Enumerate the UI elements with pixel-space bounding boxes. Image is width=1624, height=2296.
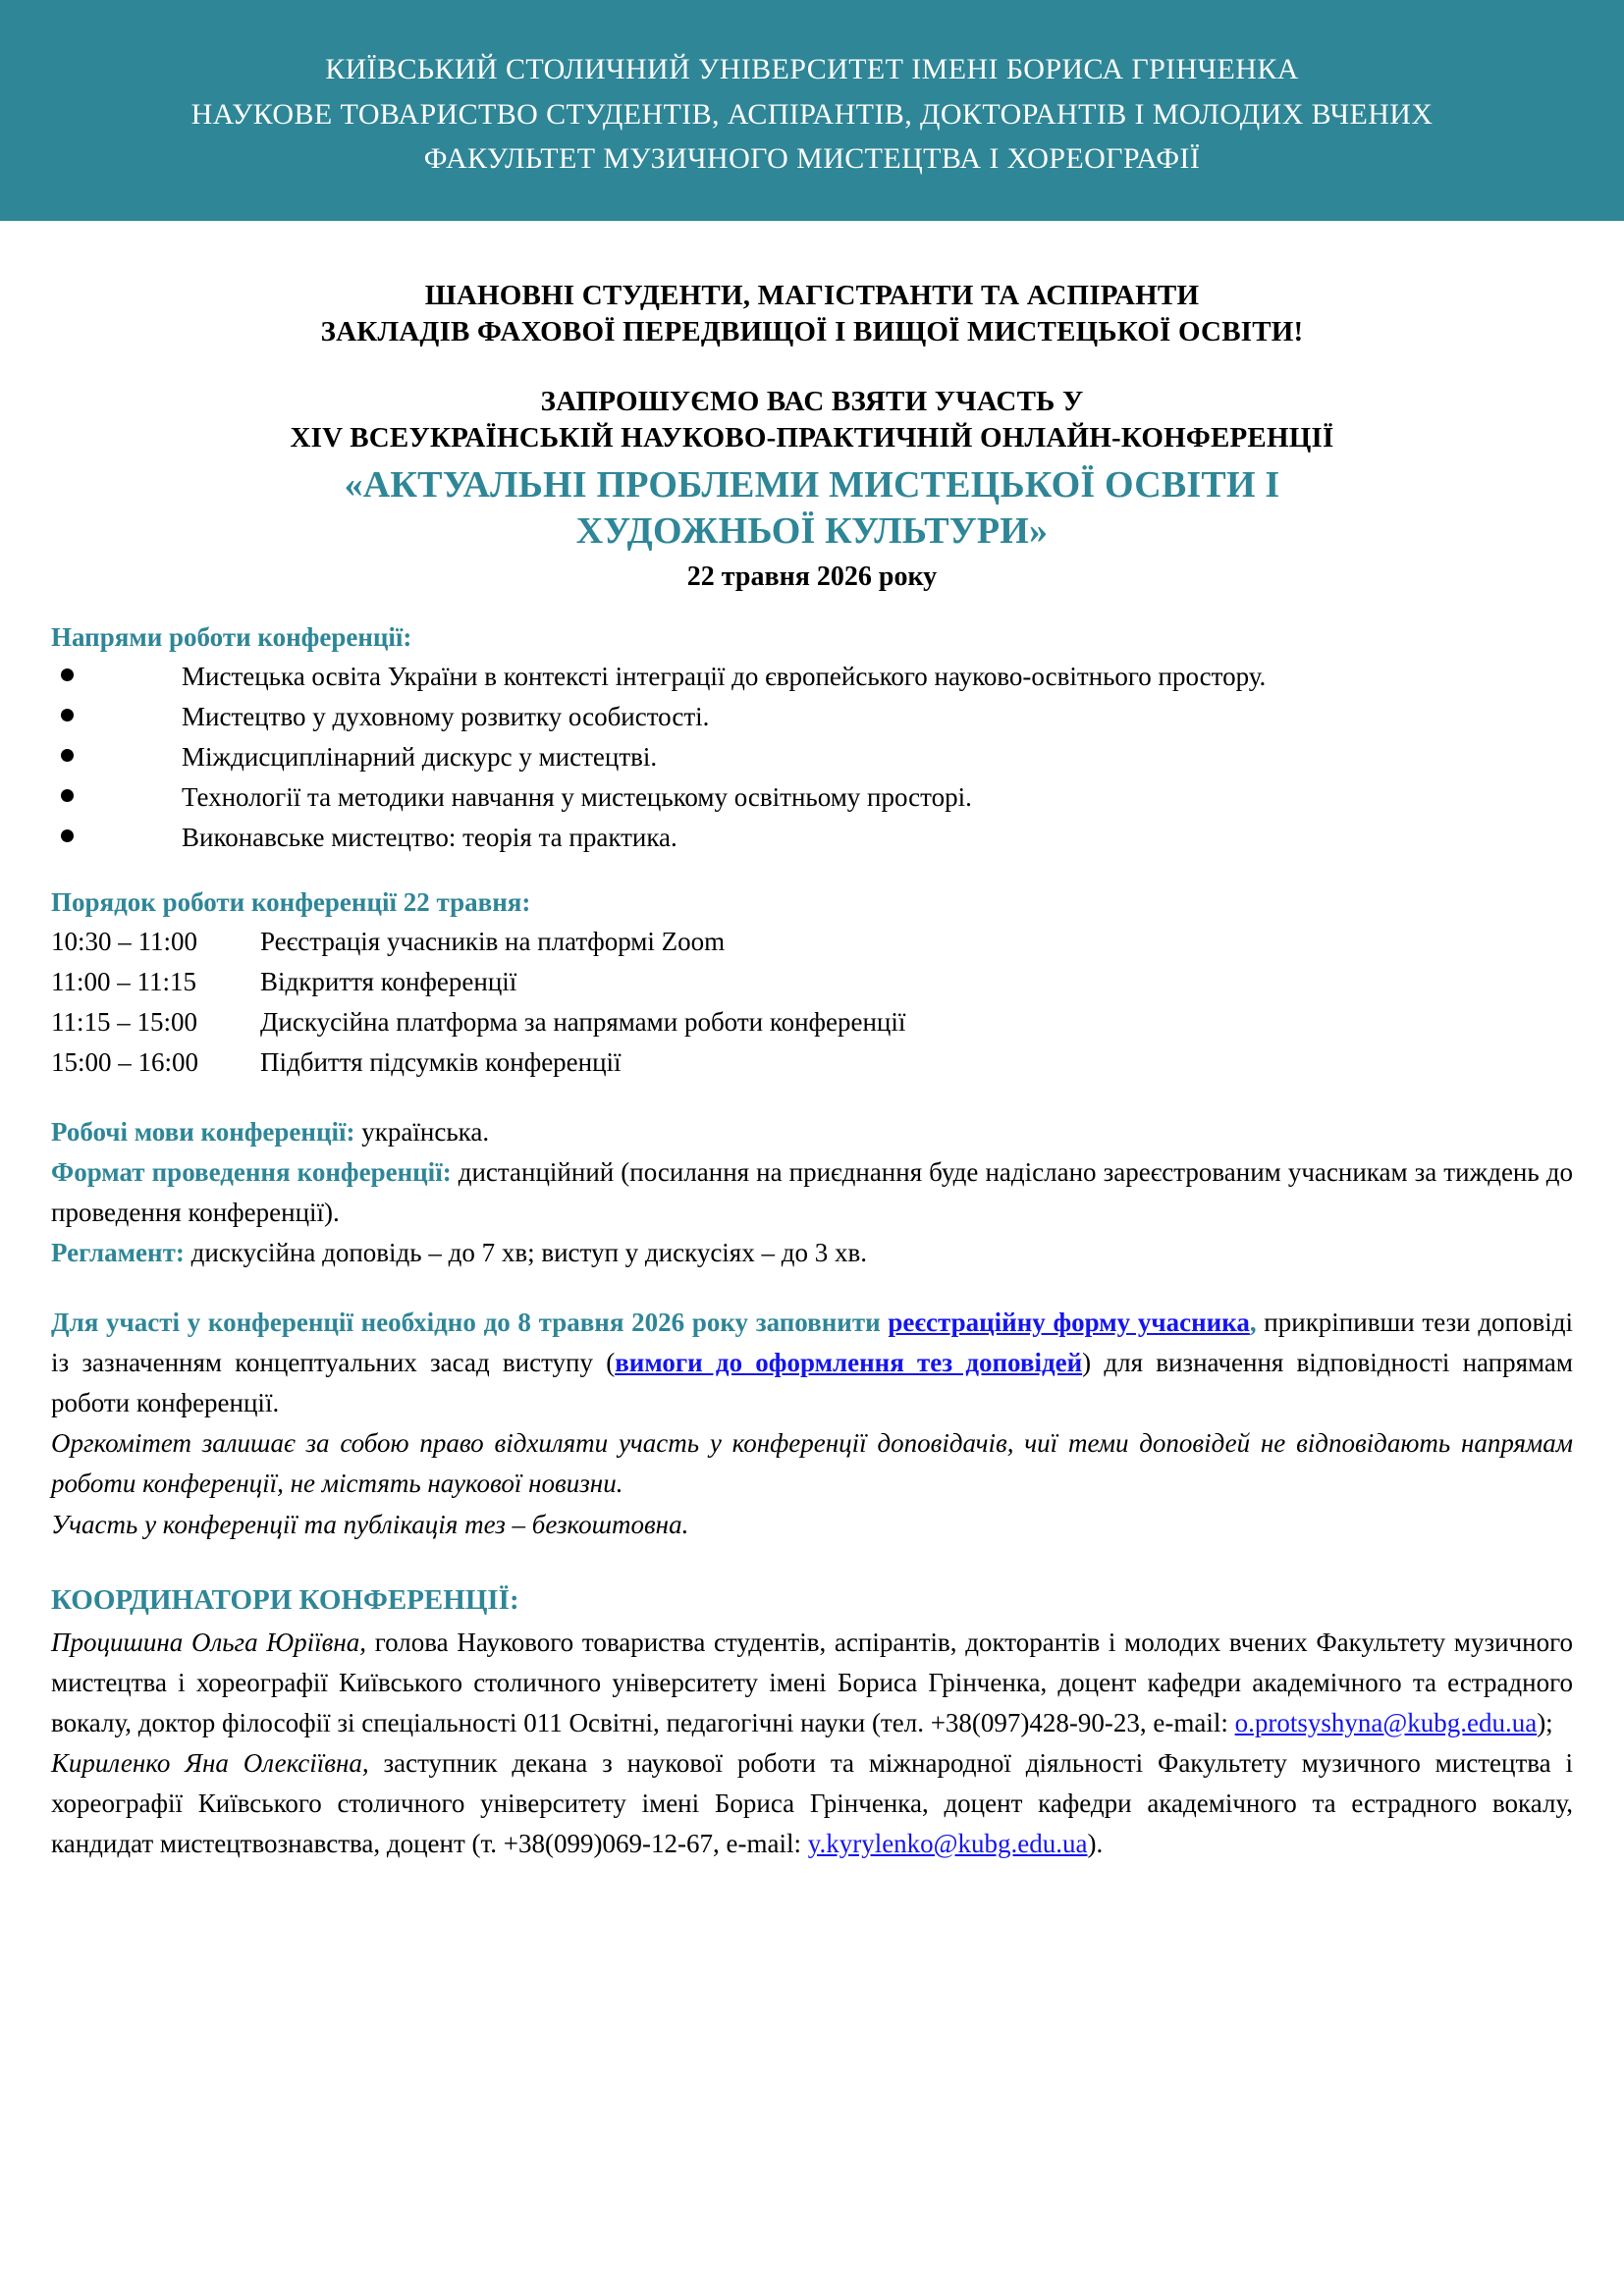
participation-middle-text: прикріпивши тези доповіді із зазначенням концептуальних засад виступу ( <box>51 1308 1573 1378</box>
invitation-line-2: XIV ВСЕУКРАЇНСЬКІЙ НАУКОВО-ПРАКТИЧНІЙ ОНЛАЙН-КОНФЕРЕНЦІЇ <box>290 422 1334 454</box>
participation-paragraph <box>51 1303 1573 1423</box>
salutation-line-1: ШАНОВНІ СТУДЕНТИ, МАГІСТРАНТИ ТА АСПІРАНТИ <box>424 279 1200 311</box>
salutation-block <box>51 278 1573 350</box>
languages-value: українська. <box>354 1117 490 1148</box>
registration-form-link[interactable]: реєстраційну форму учасника <box>888 1308 1250 1338</box>
coordinator-name: Процишина Ольга Юріївна, <box>51 1627 367 1657</box>
languages-label: Робочі мови конференції: <box>51 1117 355 1148</box>
direction-text: Технології та методики навчання у мистецькому освітньому просторі. <box>182 782 972 813</box>
schedule-row <box>51 962 1573 1002</box>
coordinator-description-tail: ); <box>1537 1707 1553 1737</box>
header-line-faculty: ФАКУЛЬТЕТ МУЗИЧНОГО МИСТЕЦТВА І ХОРЕОГРАФІЇ <box>423 142 1201 176</box>
schedule-row <box>51 1042 1573 1083</box>
direction-text: Мистецтво у духовному розвитку особистості. <box>182 701 710 731</box>
bullet-icon <box>61 829 74 842</box>
schedule-description: Дискусійна платформа за напрямами роботи конференції <box>260 1007 906 1038</box>
participation-comma: , <box>1249 1308 1257 1338</box>
list-item <box>51 737 1573 777</box>
directions-heading: Напрями роботи конференції: <box>51 621 412 652</box>
directions-list <box>51 657 1573 858</box>
list-item <box>51 697 1573 737</box>
schedule-row <box>51 922 1573 962</box>
coordinator-name: Кириленко Яна Олексіївна, <box>51 1747 369 1778</box>
invitation-block <box>51 384 1573 456</box>
format-value: дистанційний (посилання на приєднання буде надіслано зареєстрованим учасникам за тиждень до проведення конференції). <box>51 1157 1573 1228</box>
invitation-line-1: ЗАПРОШУЄМО ВАС ВЗЯТИ УЧАСТЬ У <box>540 386 1084 417</box>
coordinator-description-tail: ). <box>1087 1828 1104 1858</box>
schedule-description: Відкриття конференції <box>260 967 517 997</box>
coordinator-entry <box>51 1743 1573 1864</box>
rules-paragraph <box>51 1233 1573 1273</box>
schedule-description: Реєстрація учасників на платформі Zoom <box>260 927 726 957</box>
conference-date: 22 травня 2026 року <box>686 561 938 592</box>
conference-title-line-2: ХУДОЖНЬОЇ КУЛЬТУРИ» <box>575 509 1049 552</box>
coordinator-email-link[interactable]: o.protsyshyna@kubg.edu.ua <box>1234 1707 1538 1737</box>
rules-label: Регламент: <box>51 1238 185 1268</box>
salutation-line-2: ЗАКЛАДІВ ФАХОВОЇ ПЕРЕДВИЩОЇ І ВИЩОЇ МИСТЕЦЬКОЇ ОСВІТИ! <box>320 315 1304 347</box>
coordinators-heading: КООРДИНАТОРИ КОНФЕРЕНЦІЇ: <box>51 1583 519 1616</box>
conference-title-line-1: «АКТУАЛЬНІ ПРОБЛЕМИ МИСТЕЦЬКОЇ ОСВІТИ І <box>344 464 1280 507</box>
list-item <box>51 818 1573 858</box>
schedule-description: Підбиття підсумків конференції <box>260 1047 622 1078</box>
coordinator-email-link[interactable]: y.kyrylenko@kubg.edu.ua <box>807 1828 1088 1858</box>
schedule-list <box>51 922 1573 1083</box>
direction-text: Мистецька освіта України в контексті інтеграції до європейського науково-освітнього простору. <box>182 661 1267 691</box>
coordinator-entry <box>51 1623 1573 1743</box>
free-participation-note: Участь у конференції та публікація тез – безкоштовна. <box>51 1509 689 1539</box>
schedule-heading: Порядок роботи конференції 22 травня: <box>51 887 531 918</box>
committee-note: Оргкомітет залишає за собою право відхиляти участь у конференції доповідачів, чиї теми доповідей не відповідають напрямам роботи конференції, не містять наукової новизни. <box>51 1428 1573 1499</box>
rules-value: дискусійна доповідь – до 7 хв; виступ у дискусіях – до 3 хв. <box>184 1238 867 1268</box>
page-content <box>0 221 1624 1923</box>
format-label: Формат проведення конференції: <box>51 1157 452 1188</box>
schedule-row <box>51 1002 1573 1042</box>
bullet-icon <box>61 789 74 802</box>
direction-text: Міждисциплінарний дискурс у мистецтві. <box>182 742 658 772</box>
coordinator-description: заступник декана з наукової роботи та міжнародної діяльності Факультету музичного мистецтва і хореографії Київського столичного університету імені Бориса Грінченка, доцент кафедри академічного та естрадного вокалу, кандидат мистецтвознавства, доцент (т. +38(099)069-12-67, e-mail: <box>51 1747 1573 1858</box>
schedule-time: 15:00 – 16:00 <box>51 1047 199 1078</box>
direction-text: Виконавське мистецтво: теорія та практика. <box>182 823 677 853</box>
schedule-time: 11:15 – 15:00 <box>51 1007 198 1038</box>
participation-lead-text: Для участі у конференції необхідно до 8 травня 2026 року заповнити <box>51 1308 889 1338</box>
list-item <box>51 777 1573 818</box>
page-header-band <box>0 0 1624 221</box>
participation-tail-text: ) для визначення відповідності напрямам роботи конференції. <box>51 1348 1573 1418</box>
schedule-time: 11:00 – 11:15 <box>51 967 196 997</box>
coordinator-description: голова Наукового товариства студентів, аспірантів, докторантів і молодих вчених Факультету музичного мистецтва і хореографії Київського столичного університету імені Бориса Грінченка, доцент кафедри академічного та естрадного вокалу, доктор філософії зі спеціальності 011 Освітні, педагогічні науки (тел. +38(097)428-90-23, e-mail: <box>51 1627 1574 1737</box>
bullet-icon <box>61 749 74 762</box>
bullet-icon <box>61 709 74 721</box>
thesis-requirements-link[interactable]: вимоги до оформлення тез доповідей <box>615 1348 1083 1378</box>
header-line-society: НАУКОВЕ ТОВАРИСТВО СТУДЕНТІВ, АСПІРАНТІВ, ДОКТОРАНТІВ І МОЛОДИХ ВЧЕНИХ <box>190 97 1434 131</box>
list-item <box>51 657 1573 697</box>
header-line-university: КИЇВСЬКИЙ СТОЛИЧНИЙ УНІВЕРСИТЕТ ІМЕНІ БОРИСА ГРІНЧЕНКА <box>325 53 1299 85</box>
format-paragraph <box>51 1152 1573 1233</box>
conference-title <box>51 462 1573 554</box>
bullet-icon <box>61 668 74 681</box>
schedule-time: 10:30 – 11:00 <box>51 927 198 957</box>
languages-paragraph <box>51 1112 1573 1152</box>
